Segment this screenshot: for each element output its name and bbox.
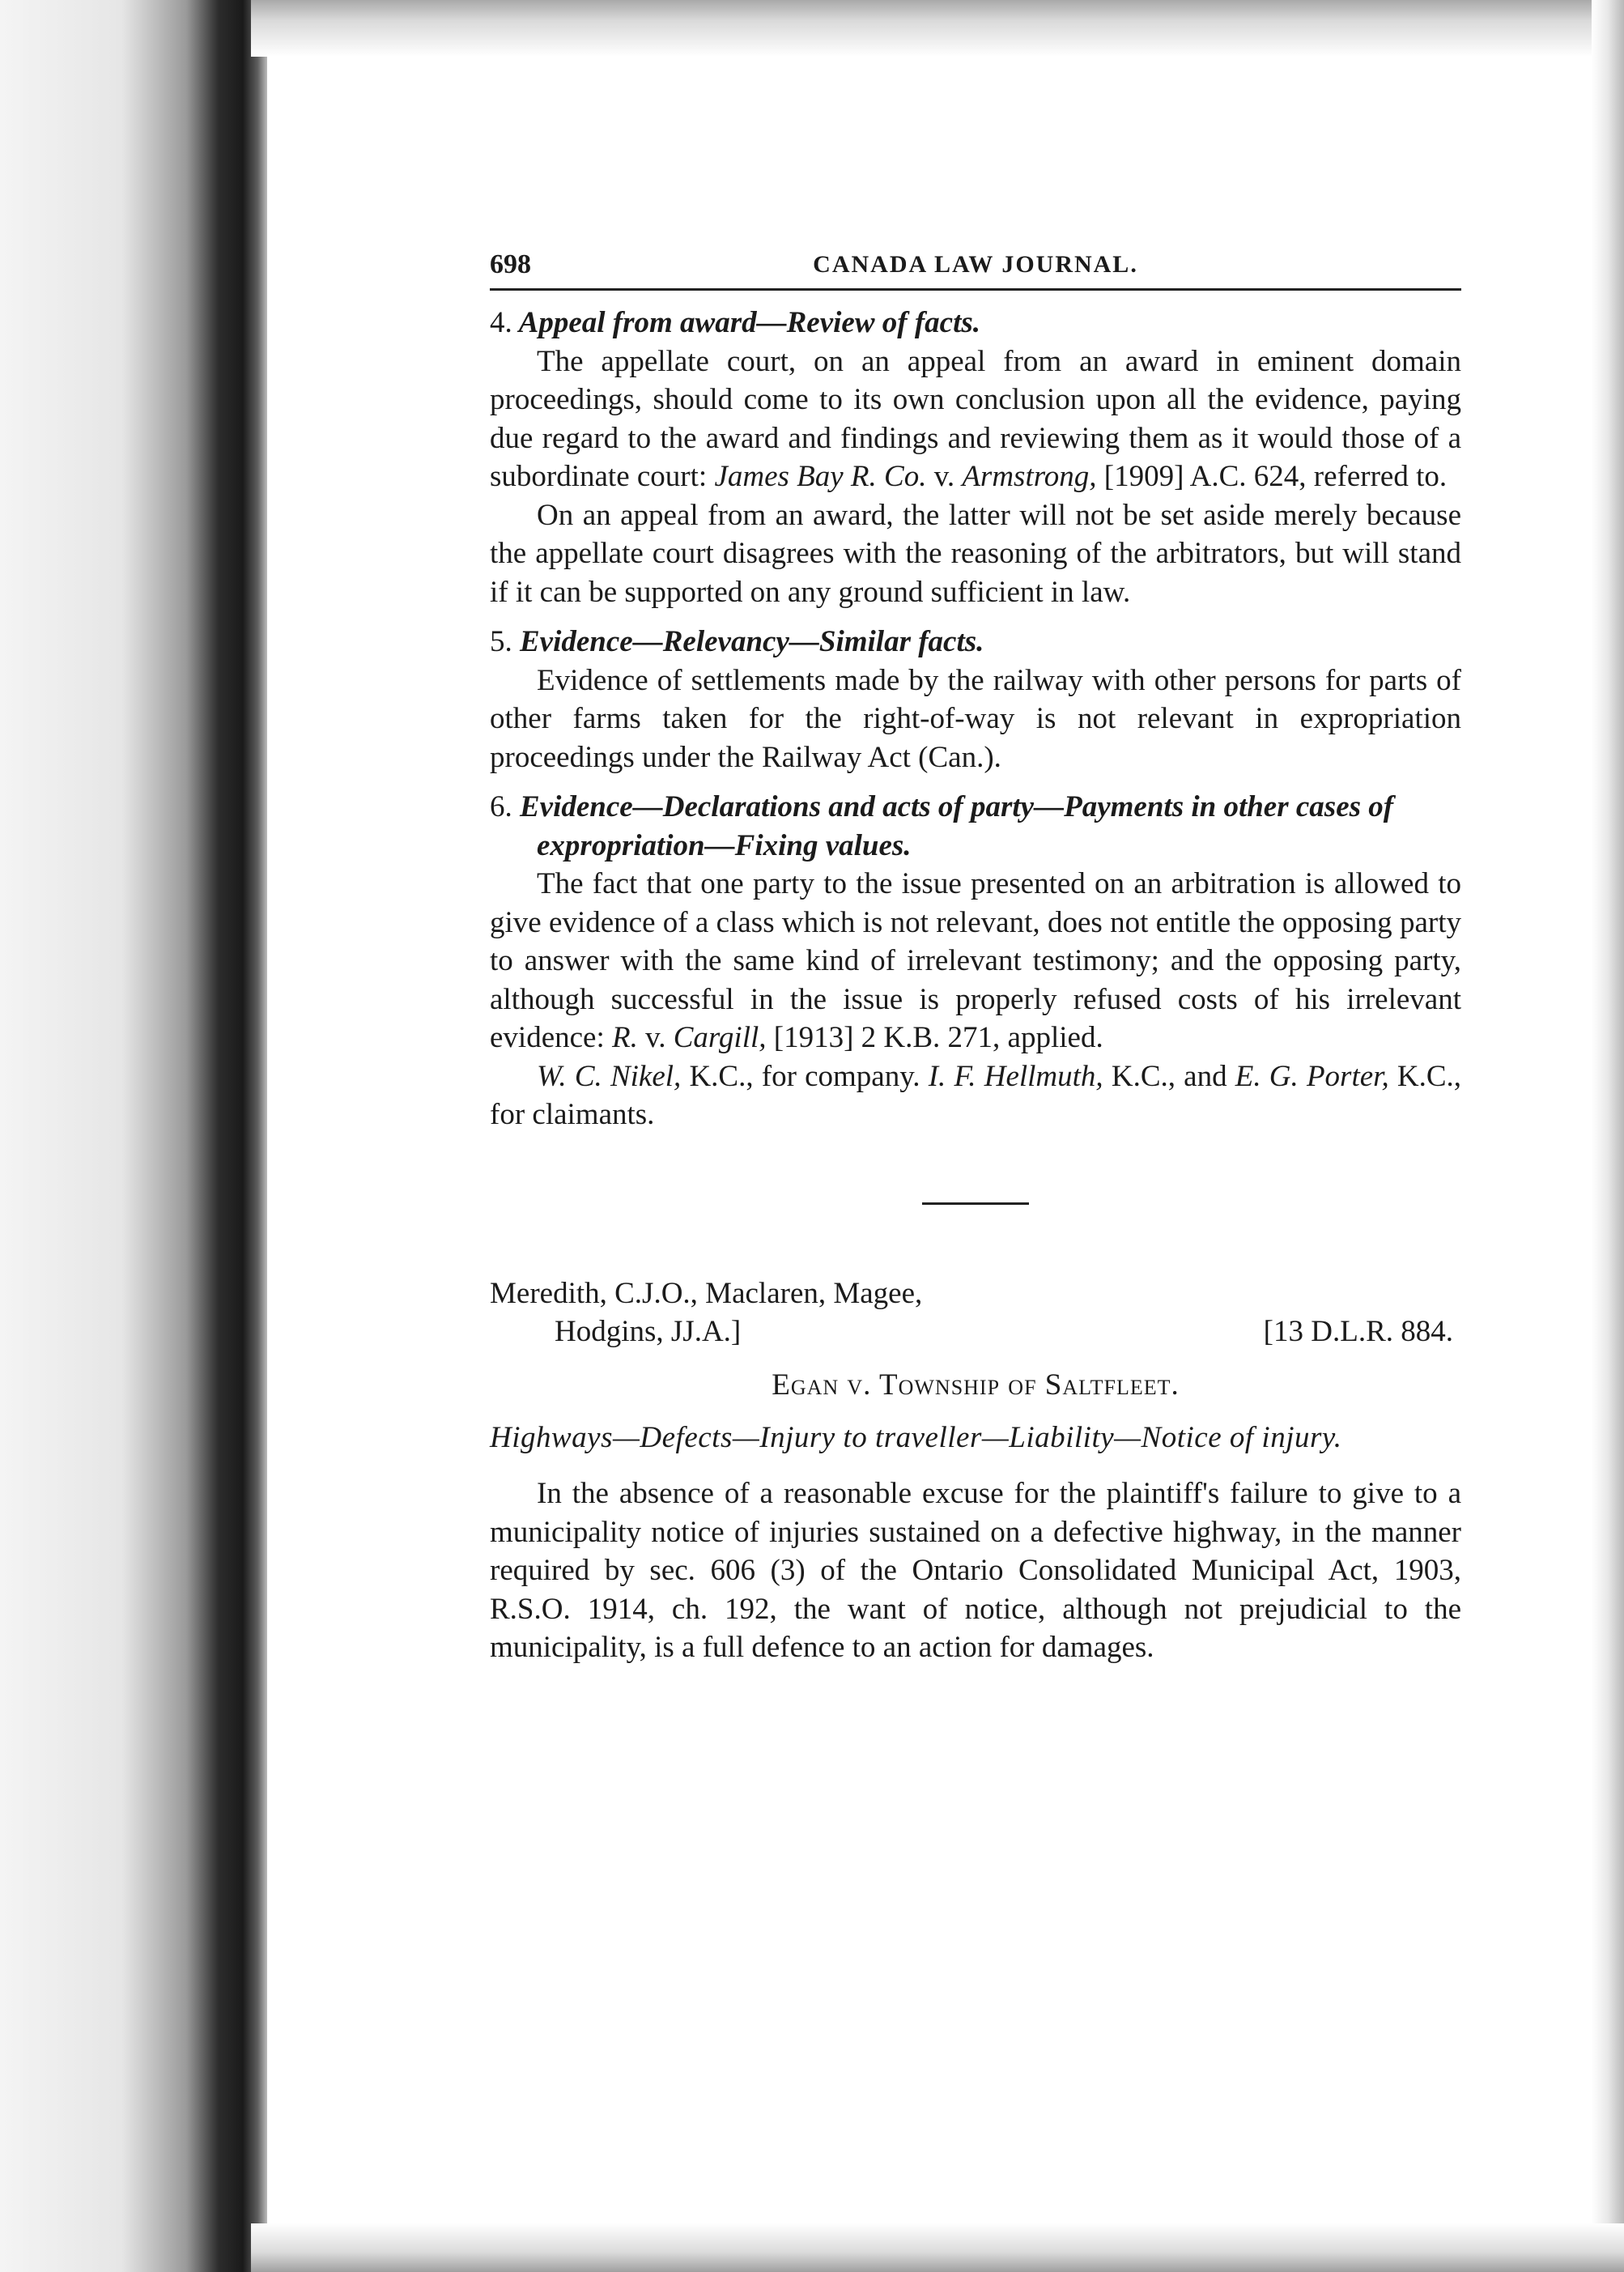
case-name: Cargill,: [673, 1021, 767, 1054]
text-run: K.C., and: [1103, 1059, 1235, 1093]
page-header: [490, 243, 1461, 285]
counsel-line: [490, 1057, 1461, 1134]
running-head: CANADA LAW JOURNAL.: [813, 251, 1138, 278]
text-run: The fact that one party to the issue presented on an arbitration is allowed to give evidence of a class which is not relevant, does not entitle the opposing party to answer with the same kind of irrelevant testimony; and the opposing party, although successful in the issue is properly refused costs of his irrelevant evidence:: [490, 867, 1461, 1054]
page-top-edge: [251, 0, 1624, 57]
judges-line-2: Hodgins, JJ.A.]: [555, 1315, 742, 1348]
judges-block: [490, 1274, 1461, 1351]
text-run: K.C., for company.: [681, 1059, 929, 1093]
section-5: [490, 623, 1461, 776]
section-5-paragraph: Evidence of settlements made by the railway with other persons for parts of other farms taken for the right-of-way is not relevant in expropriation proceedings under the Railway Act (Can.).: [490, 663, 1461, 774]
text-run: v.: [926, 460, 963, 493]
case-name: R.: [612, 1021, 638, 1054]
judges-line-1: Meredith, C.J.O., Maclaren, Magee,: [490, 1276, 923, 1310]
counsel-name: I. F. Hellmuth,: [928, 1059, 1103, 1093]
page-right-edge: [1592, 0, 1624, 2272]
section-6-number: 6.: [490, 790, 512, 823]
section-4-paragraph-2: On an appeal from an award, the latter will not be set aside merely because the appellate court disagrees with the reasoning of the arbitrators, but will stand if it can be supported on any ground sufficient in law.: [490, 498, 1461, 609]
section-4: [490, 304, 1461, 611]
headnote-heading: Highways—Defects—Injury to traveller—Liability—Notice of injury.: [490, 1420, 1342, 1454]
case-title: Egan v. Township of Saltfleet.: [772, 1368, 1180, 1402]
header-rule: [490, 288, 1461, 291]
section-separator: [922, 1202, 1029, 1205]
section-5-heading: [490, 623, 1461, 662]
journal-page: [490, 243, 1461, 1667]
headnote-paragraph: In the absence of a reasonable excuse for the plaintiff's failure to give to a municipality notice of injuries sustained on a defective highway, in the manner required by sec. 606 (3) of the Ontario Consolidated Municipal Act, 1903, R.S.O. 1914, ch. 192, the want of notice, although not prejudicial to the municipality, is a full defence to an action for damages.: [490, 1477, 1461, 1664]
section-6: [490, 788, 1461, 1134]
text-run: [1909] A.C. 624, referred to.: [1096, 460, 1448, 493]
headnote-block: [490, 1419, 1461, 1667]
section-4-heading-text: Appeal from award—Review of facts.: [518, 306, 980, 339]
section-4-paragraph-1: [490, 343, 1461, 496]
text-run: [1913] 2 K.B. 271, applied.: [766, 1021, 1103, 1054]
section-6-heading-text: Evidence—Declarations and acts of party—Payments in other cases of expropriation—Fixing values.: [520, 790, 1394, 862]
section-4-heading: [490, 304, 1461, 343]
text-run: K.C., for claimants.: [490, 1059, 1462, 1131]
text-run: The appellate court, on an appeal from an award in eminent domain proceedings, should come to its own conclusion upon all the evidence, paying due regard to the award and findings and reviewing them as it would those of a subordinate court:: [490, 344, 1461, 493]
section-5-heading-text: Evidence—Relevancy—Similar facts.: [520, 625, 984, 658]
page-bottom-edge: [251, 2223, 1624, 2272]
page-number: 698: [490, 249, 531, 279]
section-4-number: 4.: [490, 306, 512, 339]
section-6-heading: [490, 788, 1461, 865]
section-5-number: 5.: [490, 625, 512, 658]
case-name: Armstrong,: [962, 460, 1097, 493]
case-name: James Bay R. Co.: [714, 460, 927, 493]
report-citation: [13 D.L.R. 884.: [1263, 1315, 1453, 1348]
counsel-name: W. C. Nikel,: [537, 1059, 682, 1093]
section-6-paragraph: [490, 865, 1461, 1057]
text-run: v.: [637, 1021, 674, 1054]
counsel-name: E. G. Porter,: [1235, 1059, 1389, 1093]
book-binding-shadow: [0, 0, 267, 2272]
